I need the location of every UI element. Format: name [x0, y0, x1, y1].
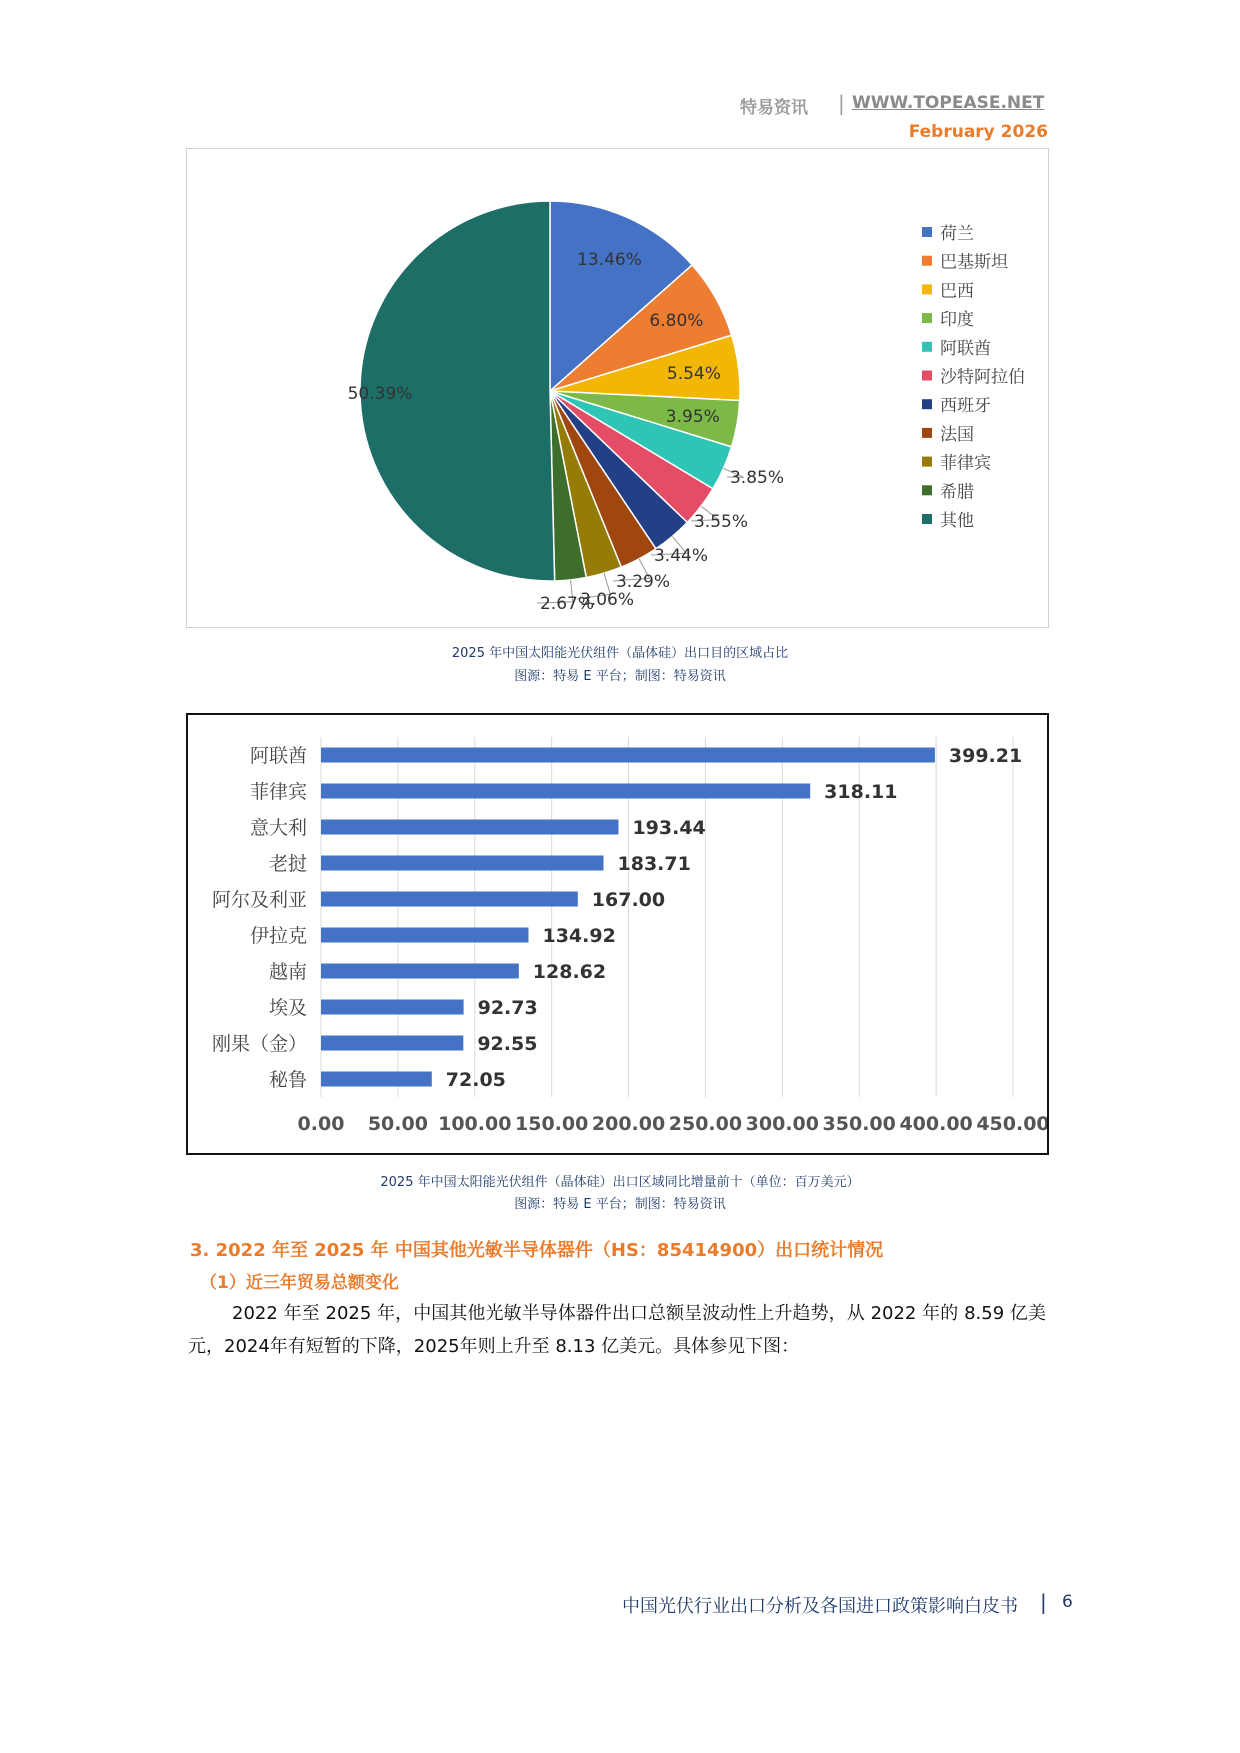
legend-label: 巴西 [940, 281, 974, 302]
category-label: 越南 [268, 961, 307, 983]
legend-label: 巴基斯坦 [940, 252, 1008, 273]
category-label: 阿联酋 [249, 745, 307, 767]
pie-slice-label: 3.44% [653, 546, 709, 566]
bar-chart-caption: 2025 年中国太阳能光伏组件（晶体硅）出口区域同比增量前十（单位：百万美元） [380, 1175, 860, 1190]
bar [321, 1072, 432, 1087]
x-tick-label: 200.00 [591, 1113, 666, 1135]
legend-swatch [922, 227, 932, 237]
bar [321, 1000, 464, 1015]
legend-label: 沙特阿拉伯 [940, 367, 1025, 388]
legend-swatch [922, 284, 932, 294]
bar [321, 928, 528, 943]
bar-value-label: 128.62 [532, 961, 607, 983]
legend-swatch [922, 428, 932, 438]
bar-value-label: 167.00 [591, 889, 666, 911]
page-number: 6 [1062, 1592, 1073, 1612]
pie-chart-source: 图源：特易 E 平台；制图：特易资讯 [514, 669, 726, 684]
pie-slice-label: 3.85% [729, 468, 785, 488]
footer-separator: | [1040, 1590, 1047, 1614]
category-label: 刚果（金） [211, 1033, 307, 1055]
legend-swatch [922, 457, 932, 467]
publish-date: February 2026 [908, 122, 1048, 142]
pie-chart-frame [186, 148, 1049, 628]
category-label: 意大利 [249, 817, 307, 839]
x-tick-label: 150.00 [515, 1113, 589, 1135]
x-tick-label: 450.00 [976, 1113, 1047, 1135]
bar-chart-source: 图源：特易 E 平台；制图：特易资讯 [514, 1197, 726, 1212]
legend-label: 阿联酋 [940, 338, 991, 359]
bar [321, 856, 604, 871]
pie-slice-label: 3.29% [615, 572, 671, 592]
category-label: 秘鲁 [268, 1069, 307, 1091]
bar-value-label: 183.71 [617, 853, 691, 875]
pie-chart [187, 149, 1048, 627]
bar [321, 892, 578, 907]
bar-value-label: 193.44 [632, 817, 706, 839]
bar-value-label: 92.73 [477, 997, 538, 1019]
x-tick-label: 50.00 [367, 1113, 428, 1135]
section-title: 3. 2022 年至 2025 年 中国其他光敏半导体器件（HS：85414900）出口统计情况 [190, 1240, 884, 1261]
x-tick-label: 350.00 [822, 1113, 896, 1135]
pie-slice-label: 2.67% [539, 594, 595, 614]
legend-swatch [922, 256, 932, 266]
bar-value-label: 72.05 [445, 1069, 506, 1091]
x-tick-label: 0.00 [297, 1113, 345, 1135]
section-paragraph: 2022 年至 2025 年，中国其他光敏半导体器件出口总额呈波动性上升趋势，从 2022 年的 8.59 亿美元，2024年有短暂的下降，2025年则上升至 8.13 亿美元。具体参见下图： [188, 1303, 1046, 1357]
legend-label: 菲律宾 [940, 453, 991, 474]
legend-swatch [922, 313, 932, 323]
legend-swatch [922, 485, 932, 495]
bar [321, 784, 810, 799]
category-label: 埃及 [268, 997, 307, 1019]
bar-chart [188, 715, 1047, 1153]
bar-value-label: 318.11 [824, 781, 898, 803]
legend-swatch [922, 371, 932, 381]
x-tick-label: 250.00 [668, 1113, 743, 1135]
bar-value-label: 134.92 [542, 925, 616, 947]
bar [321, 820, 618, 835]
legend-label: 希腊 [940, 482, 974, 503]
legend-swatch [922, 514, 932, 524]
brand-name: 特易资讯 [740, 98, 808, 118]
section-subtitle: （1）近三年贸易总额变化 [200, 1273, 399, 1293]
bar [321, 748, 935, 763]
footer-title: 中国光伏行业出口分析及各国进口政策影响白皮书 [622, 1596, 1018, 1617]
x-tick-label: 100.00 [438, 1113, 512, 1135]
bar [321, 1036, 463, 1051]
website-link[interactable]: WWW.TOPEASE.NET [852, 93, 1045, 113]
pie-slice-label: 50.39% [347, 383, 413, 404]
category-label: 菲律宾 [249, 781, 307, 803]
category-label: 老挝 [268, 853, 307, 875]
pie-slice-label: 3.06% [579, 590, 635, 610]
pie-chart-caption: 2025 年中国太阳能光伏组件（晶体硅）出口目的区域占比 [451, 646, 789, 661]
bar-chart-frame [186, 713, 1049, 1155]
legend-swatch [922, 399, 932, 409]
bar-value-label: 92.55 [477, 1033, 538, 1055]
legend-swatch [922, 342, 932, 352]
pie-slice-label: 3.95% [665, 407, 720, 428]
bar [321, 964, 519, 979]
x-tick-label: 400.00 [899, 1113, 973, 1135]
pie-slice-label: 6.80% [649, 311, 704, 332]
x-tick-label: 300.00 [745, 1113, 819, 1135]
category-label: 阿尔及利亚 [211, 889, 307, 911]
bar-value-label: 399.21 [948, 745, 1023, 767]
legend-label: 印度 [940, 310, 974, 331]
pie-slice-label: 3.55% [693, 512, 749, 532]
pie-slice-label: 5.54% [666, 364, 721, 385]
legend-label: 荷兰 [940, 224, 974, 244]
legend-label: 西班牙 [940, 396, 991, 417]
header-separator: | [838, 91, 845, 115]
pie-slice-label: 13.46% [577, 249, 642, 270]
legend-label: 法国 [940, 424, 974, 445]
category-label: 伊拉克 [249, 925, 307, 947]
legend-label: 其他 [940, 511, 974, 531]
